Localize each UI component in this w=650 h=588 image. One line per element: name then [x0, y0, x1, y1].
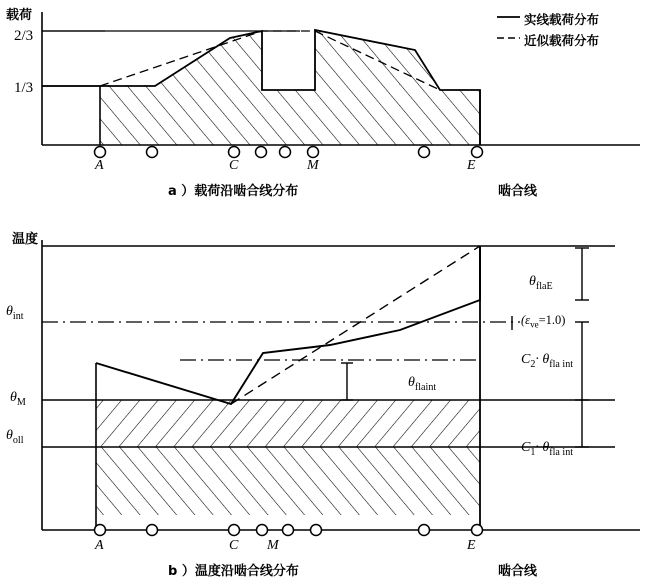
label-theta-fla-int [408, 375, 436, 393]
bottom-ytick-theta-m [10, 390, 26, 408]
theta-int-sub: int [12, 310, 24, 322]
c2-rest-sub: fla int [549, 358, 574, 370]
c1-rest-sub: fla int [549, 446, 574, 458]
epsilon-value: =1.0) [538, 313, 566, 327]
legend-item-dashed: 近似载荷分布 [524, 33, 600, 48]
bottom-xmarker-m: M [267, 538, 279, 553]
c1-glyph: C [521, 440, 531, 455]
top-ytick-23: 2/3 [14, 28, 34, 44]
top-xmarker-c: C [229, 158, 239, 173]
theta-symbol-oll: θ [6, 428, 13, 443]
c2-sub: 2 [530, 358, 536, 370]
epsilon-sub: ve [530, 319, 539, 330]
label-c2-term [521, 352, 573, 370]
theta-symbol-m: θ [10, 390, 17, 405]
theta-symbol: θ [6, 304, 13, 319]
epsilon-glyph: (ε [521, 313, 531, 327]
c2-glyph: C [521, 352, 531, 367]
top-ytick-13: 1/3 [14, 80, 34, 96]
top-axis-markers [95, 147, 483, 158]
theta-m-sub: M [16, 396, 26, 408]
top-xmarker-a: A [95, 158, 104, 173]
top-x-axis-label: 啮合线 [498, 184, 538, 199]
top-xmarker-m: M [307, 158, 319, 173]
bottom-xmarker-e: E [467, 538, 476, 553]
top-y-axis-label: 载荷 [6, 8, 33, 23]
top-xmarker-e: E [467, 158, 476, 173]
bottom-hatch-region [96, 400, 480, 515]
bottom-axis-markers [95, 525, 483, 536]
c1-rest: · θ [535, 440, 550, 455]
c2-rest: · θ [535, 352, 550, 367]
bottom-xmarker-c: C [229, 538, 239, 553]
label-epsilon-ve [521, 313, 565, 330]
theta-int-inner-sub: flaint [414, 381, 437, 393]
bottom-y-axis-label: 温度 [12, 232, 39, 247]
bottom-ytick-theta-oll [6, 428, 24, 446]
theta-oll-sub: oll [12, 434, 24, 446]
top-caption: a ）载荷沿啮合线分布 [168, 184, 299, 199]
top-hatch-region [95, 25, 490, 150]
bottom-caption: b ）温度沿啮合线分布 [168, 564, 299, 579]
c1-sub: 1 [530, 446, 536, 458]
bottom-x-axis-label: 啮合线 [498, 564, 538, 579]
theta-e-sub: flaE [535, 280, 553, 292]
bottom-xmarker-a: A [95, 538, 104, 553]
legend-item-solid: 实线载荷分布 [524, 12, 600, 27]
theta-glyph-int: θ [408, 375, 415, 390]
bottom-ytick-theta-int [6, 304, 24, 322]
label-c1-term [521, 440, 573, 458]
theta-glyph-e: θ [529, 274, 536, 289]
label-theta-fla-e [529, 274, 553, 292]
bottom-dashed-curve [231, 246, 480, 404]
